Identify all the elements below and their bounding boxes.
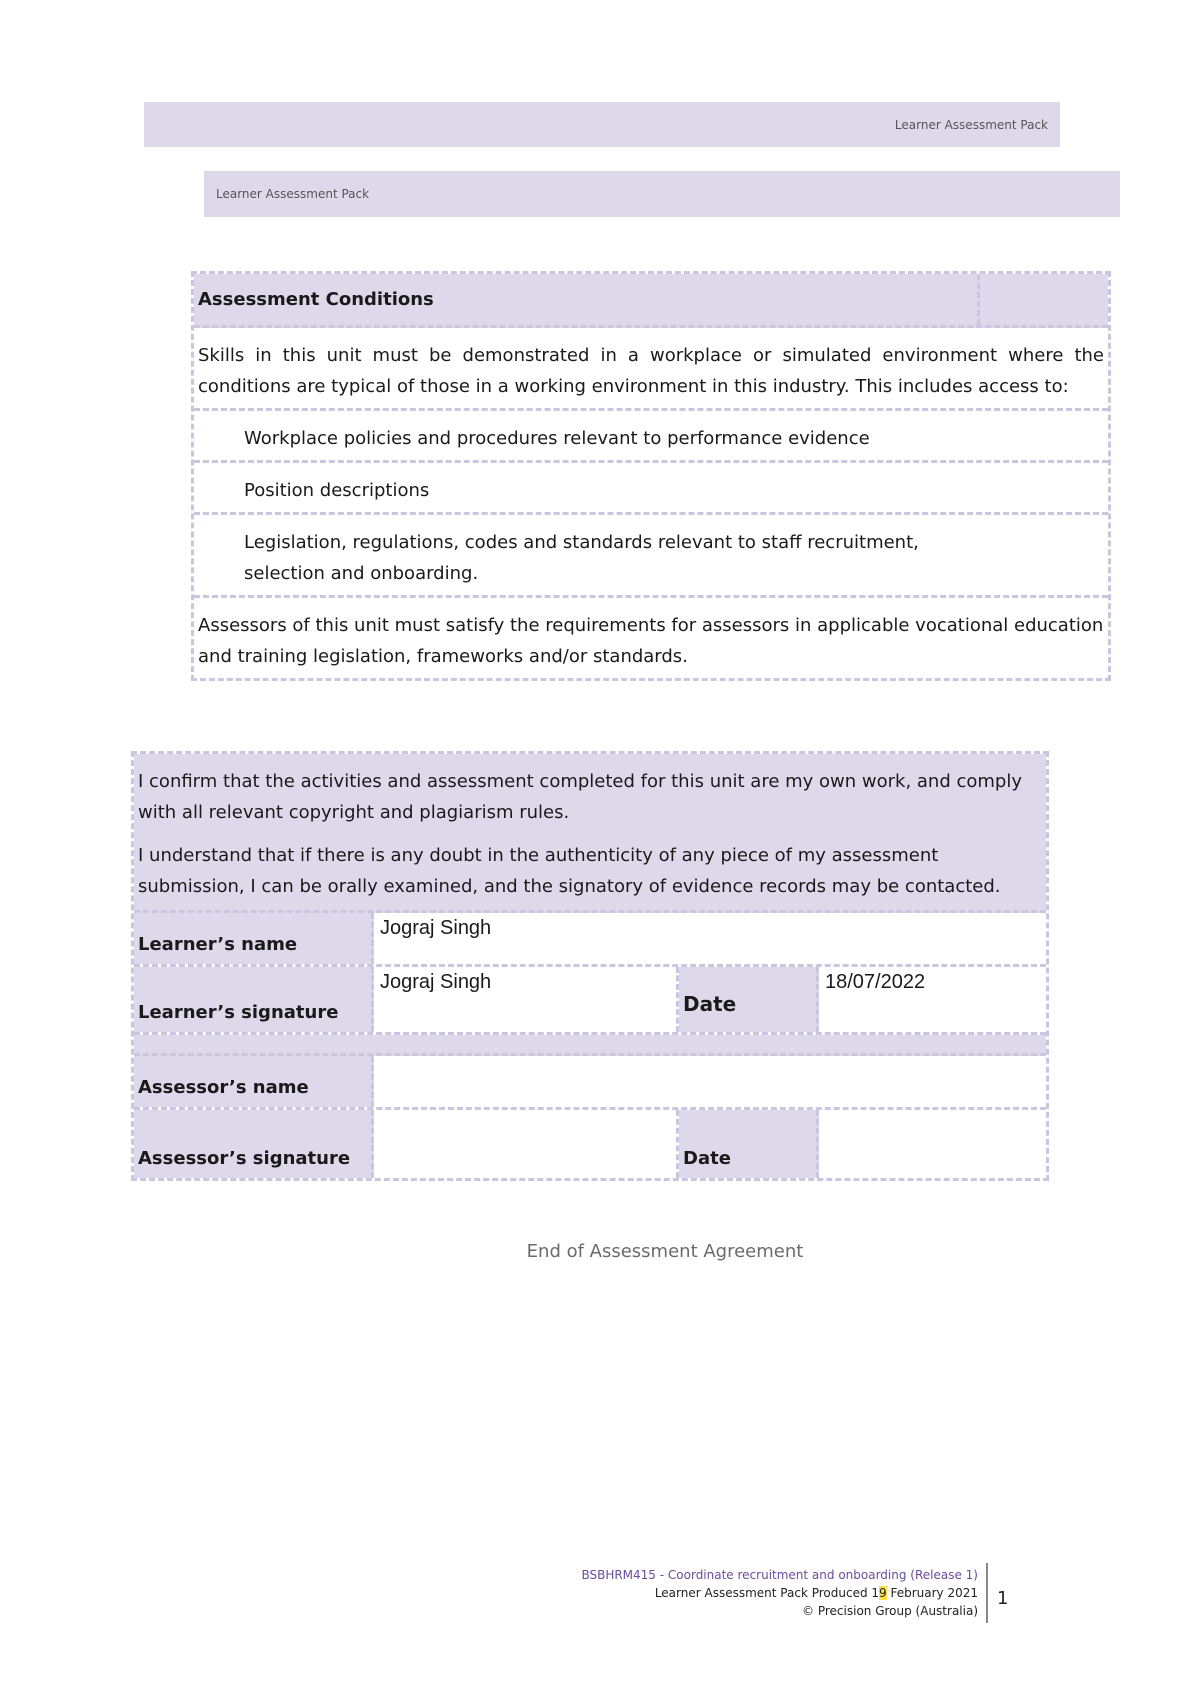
conditions-header-row xyxy=(194,274,1108,328)
footer-copyright: © Precision Group (Australia) xyxy=(802,1604,978,1618)
page-number: 1 xyxy=(997,1588,1009,1609)
learner-date-label: Date xyxy=(679,967,819,1032)
running-header-top xyxy=(144,102,1060,147)
assessor-signature-label: Assessor’s signature xyxy=(134,1110,374,1178)
footer-highlighted-digit: 9 xyxy=(879,1586,887,1600)
conditions-outro: Assessors of this unit must satisfy the requirements for assessors in applicable vocational education and training legislation, frameworks and/or standards. xyxy=(198,615,1104,667)
conditions-item-policies: Workplace policies and procedures relevant to performance evidence xyxy=(194,411,1108,463)
conditions-item-position-descriptions: Position descriptions xyxy=(194,463,1108,515)
assessor-signature-row xyxy=(134,1110,1046,1178)
declaration-block xyxy=(134,754,1046,913)
learner-signature-row xyxy=(134,967,1046,1035)
learner-name-label: Learner’s name xyxy=(134,913,374,964)
declaration-own-work: I confirm that the activities and assessment completed for this unit are my own work, and comply with all relevant copyright and plagiarism rules. xyxy=(138,771,1023,823)
end-of-agreement-text: End of Assessment Agreement xyxy=(526,1241,804,1262)
conditions-intro: Skills in this unit must be demonstrated in a workplace or simulated environment where the conditions are typical of those in a working environment in this industry. This includes access to: xyxy=(194,328,1108,411)
learner-signature-label: Learner’s signature xyxy=(134,967,374,1032)
learner-date-field[interactable]: 18/07/2022 xyxy=(819,967,1046,1032)
footer-produced-date: February 2021 xyxy=(886,1586,978,1600)
learner-signature-field[interactable]: Jograj Singh xyxy=(374,967,679,1032)
conditions-header-empty-cell xyxy=(980,274,1108,325)
declaration-authenticity: I understand that if there is any doubt in the authenticity of any piece of my assessment submission, I can be orally examined, and the signatory of evidence records may be contacted. xyxy=(138,845,1001,897)
conditions-item-legislation: Legislation, regulations, codes and standards relevant to staff recruitment, selection and onboarding. xyxy=(194,515,1108,598)
page-footer xyxy=(581,1566,978,1620)
conditions-title: Assessment Conditions xyxy=(194,274,980,325)
assessment-conditions-table xyxy=(191,271,1111,681)
footer-produced-text: Learner Assessment Pack Produced 1 xyxy=(654,1586,880,1600)
assessment-agreement-table xyxy=(131,751,1049,1181)
footer-unit-code: BSBHRM415 - Coordinate recruitment and onboarding (Release 1) xyxy=(581,1568,978,1582)
footer-divider xyxy=(986,1563,988,1623)
footer-produced-line xyxy=(581,1584,978,1602)
header-text-second: Learner Assessment Pack xyxy=(216,187,370,201)
learner-name-row xyxy=(134,913,1046,967)
assessor-signature-field[interactable] xyxy=(374,1110,679,1178)
table-spacer-row xyxy=(134,1035,1046,1056)
running-header-second xyxy=(204,171,1120,217)
assessor-name-row xyxy=(134,1056,1046,1110)
assessor-date-label: Date xyxy=(679,1110,819,1178)
assessor-name-label: Assessor’s name xyxy=(134,1056,374,1107)
learner-name-field[interactable]: Jograj Singh xyxy=(374,913,1046,964)
assessor-date-field[interactable] xyxy=(819,1110,1046,1178)
header-text-top: Learner Assessment Pack xyxy=(894,117,1048,132)
assessor-name-field[interactable] xyxy=(374,1056,1046,1107)
